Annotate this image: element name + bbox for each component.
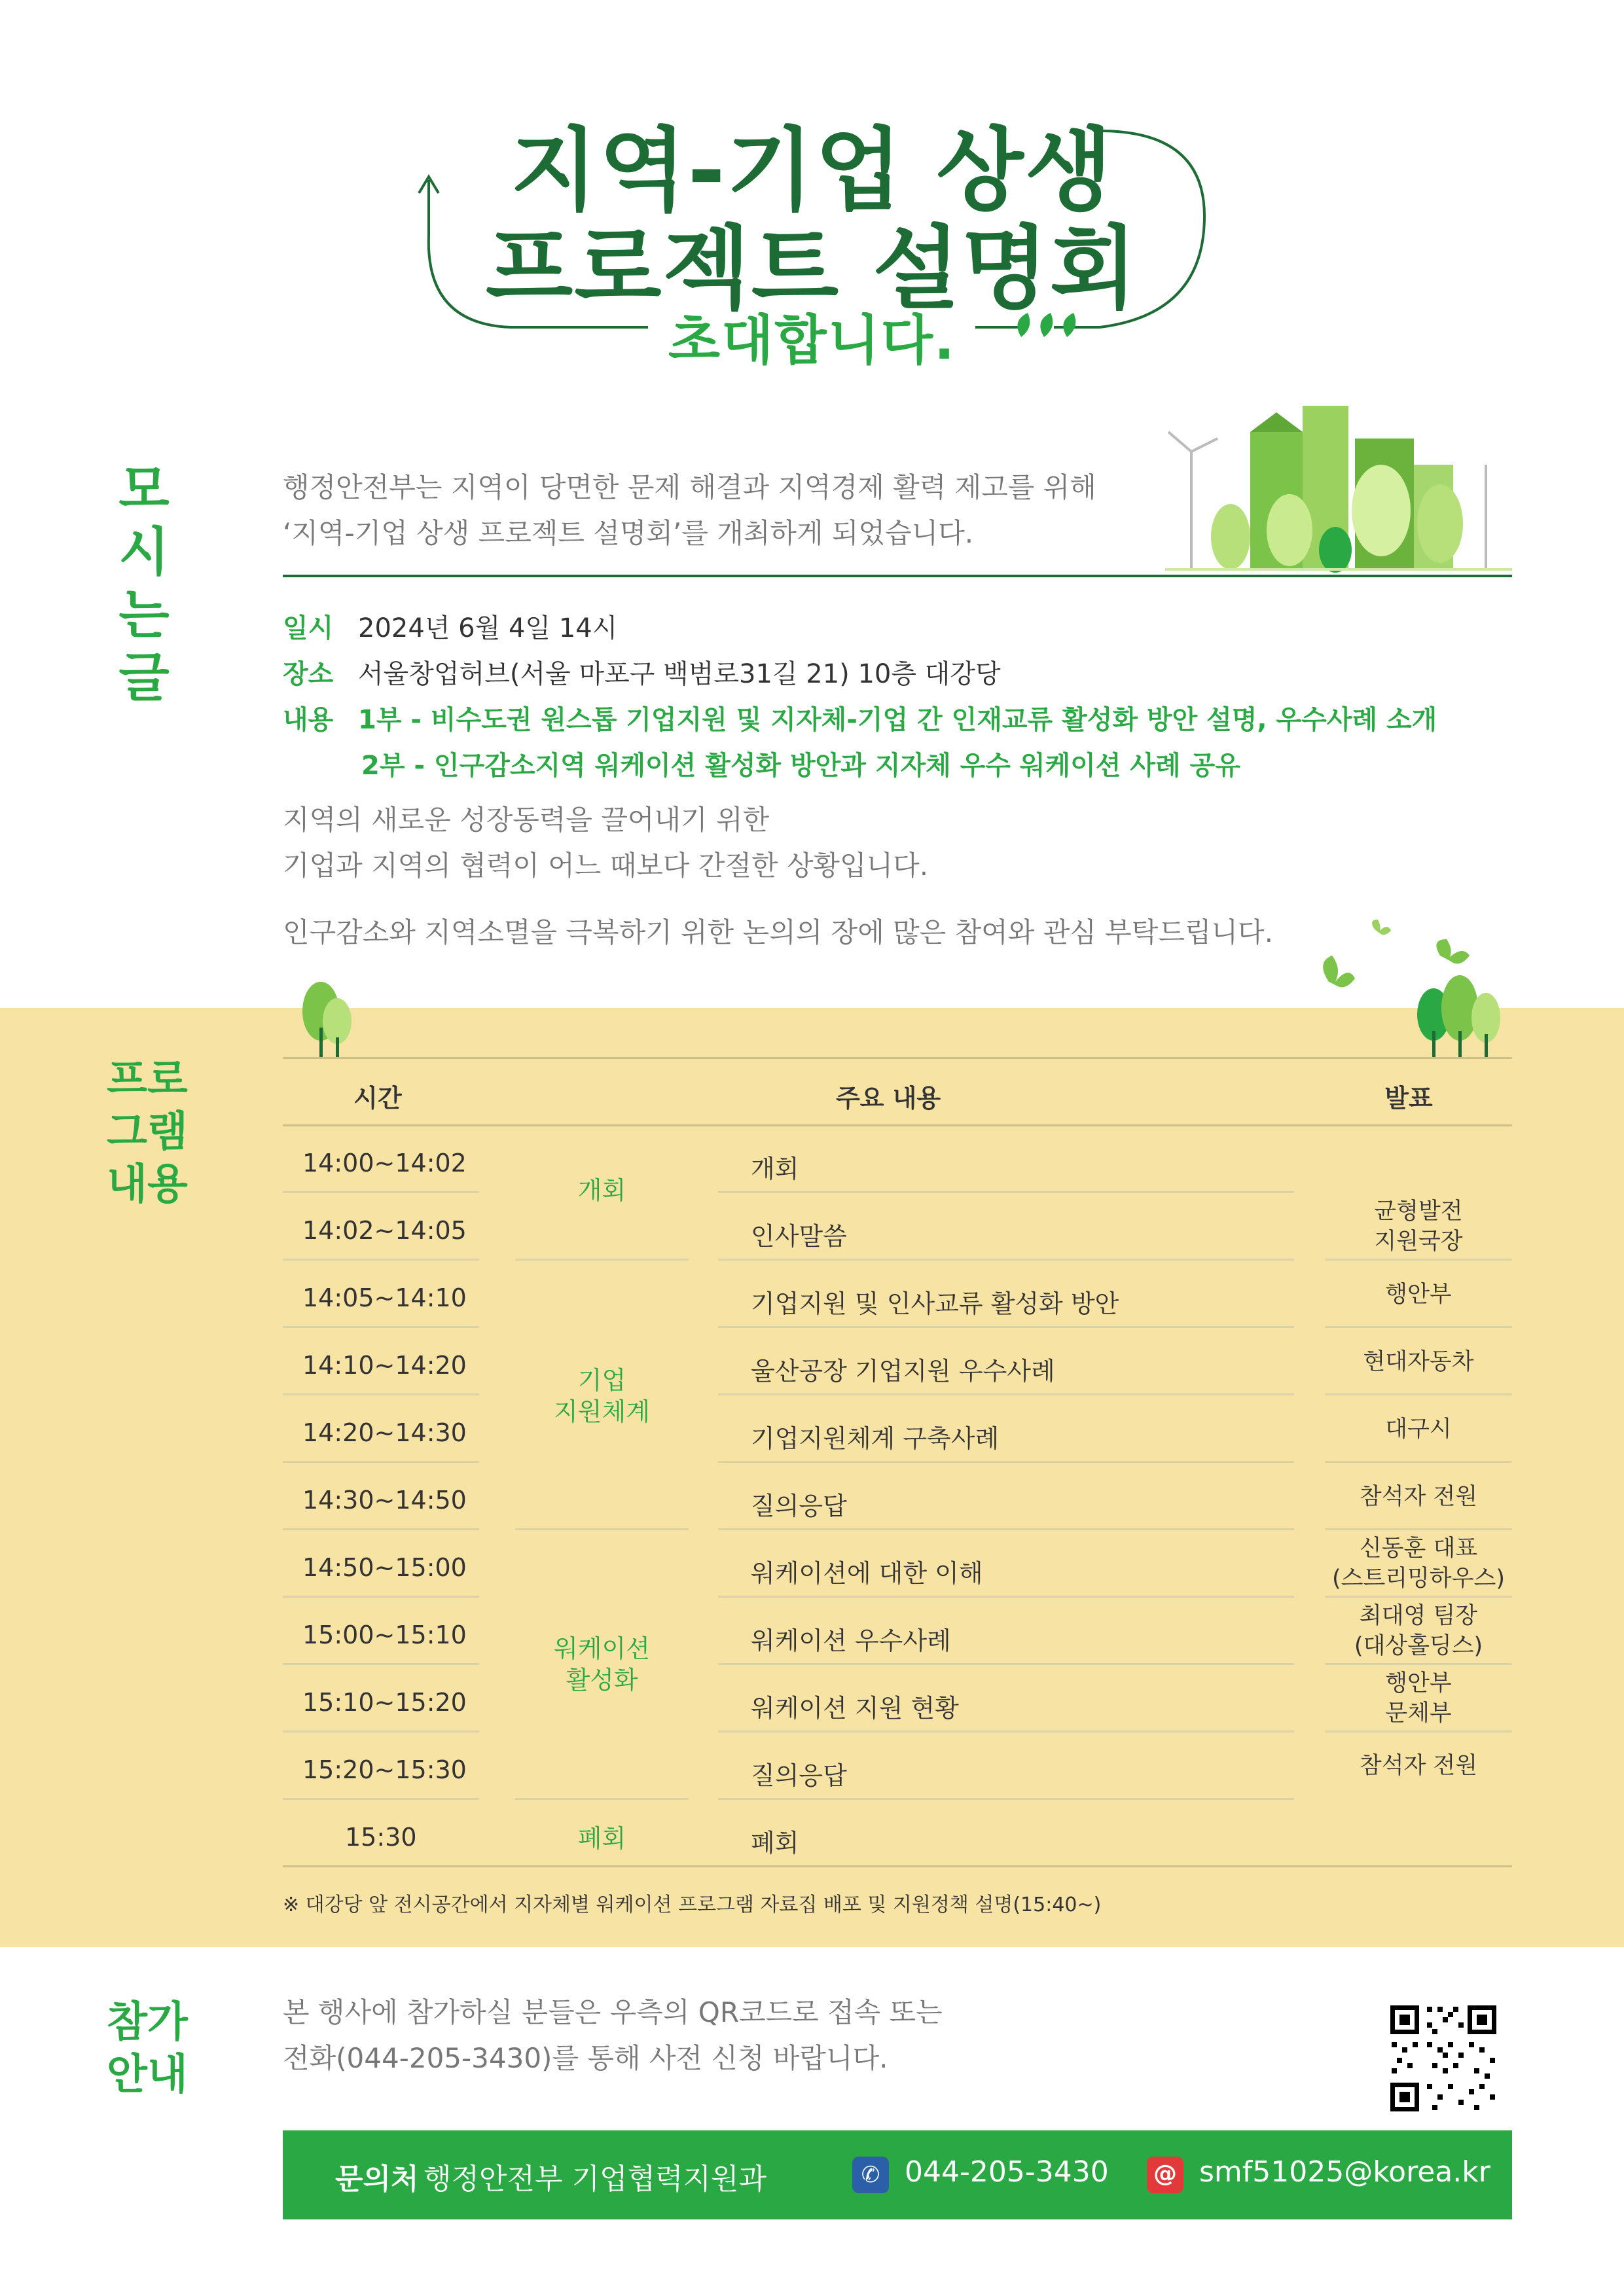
content-key: 내용	[283, 705, 334, 735]
join-line-1: 본 행사에 참가하실 분들은 우측의 QR코드로 접속 또는	[283, 1996, 943, 2028]
invite-intro	[283, 465, 1134, 556]
join-text	[283, 1990, 1396, 2081]
row-time: 14:05~14:10	[302, 1283, 467, 1312]
presenter-cell	[1325, 1668, 1512, 1729]
group-line: 기업	[577, 1366, 626, 1395]
body-line-2: 기업과 지역의 협력이 어느 때보다 간절한 상황입니다.	[283, 850, 929, 882]
row-content: 질의응답	[751, 1761, 847, 1790]
header-presenter: 발표	[1384, 1084, 1433, 1113]
info-date-row	[283, 607, 617, 645]
row-rule	[718, 1326, 1294, 1328]
body-line-1: 지역의 새로운 성장동력을 끌어내기 위한	[283, 804, 770, 836]
presenter-line: 균형발전	[1374, 1198, 1463, 1225]
row-content: 기업지원 및 인사교류 활성화 방안	[751, 1289, 1119, 1318]
event-invite-heading: 초대합니다.	[668, 310, 956, 372]
row-rule	[283, 1461, 479, 1463]
program-note: ※ 대강당 앞 전시공간에서 지자체별 워케이션 프로그램 자료집 배포 및 지원정책 설명(15:40~)	[283, 1893, 1102, 1916]
row-content: 개회	[751, 1155, 799, 1183]
content-part2: 2부 - 인구감소지역 워케이션 활성화 방안과 지자체 우수 워케이션 사례 공유	[361, 751, 1240, 781]
presenter-cell	[1325, 1196, 1512, 1257]
row-rule	[283, 1731, 479, 1732]
row-rule	[718, 1259, 1294, 1261]
row-time: 15:00~15:10	[302, 1621, 467, 1649]
program-label-line-3: 내용	[107, 1160, 188, 1209]
event-title-line2: 프로젝트 설명회	[485, 216, 1139, 321]
join-line-2: 전화(044-205-3430)를 통해 사전 신청 바랍니다.	[283, 2042, 888, 2074]
group-closing	[515, 1823, 689, 1854]
presenter-cell	[1325, 1414, 1512, 1444]
row-rule	[718, 1528, 1294, 1530]
presenter-cell	[1325, 1601, 1512, 1661]
row-rule	[1325, 1326, 1512, 1328]
intro-line-1: 행정안전부는 지역이 당면한 문제 해결과 지역경제 활력 제고를 위해	[283, 471, 1096, 503]
group-line: 폐회	[577, 1824, 626, 1853]
presenter-line: (대상홀딩스)	[1354, 1633, 1483, 1659]
invite-label-text: 모시는 글	[118, 459, 170, 708]
row-content: 인사말씀	[751, 1222, 847, 1251]
contact-phone[interactable]: 044-205-3430	[905, 2155, 1109, 2189]
row-time: 14:30~14:50	[302, 1486, 467, 1515]
row-rule	[515, 1798, 689, 1800]
row-rule	[1325, 1596, 1512, 1598]
row-rule	[283, 1596, 479, 1598]
presenter-line: 행안부	[1385, 1282, 1452, 1308]
date-key: 일시	[283, 613, 334, 643]
presenter-line: 행안부	[1385, 1670, 1452, 1696]
venue-value: 서울창업허브(서울 마포구 백범로31길 21) 10층 대강당	[358, 659, 1001, 689]
at-icon: @	[1147, 2157, 1183, 2193]
group-line: 지원체계	[554, 1397, 650, 1426]
event-title-line1: 지역-기업 상생	[510, 118, 1114, 223]
row-rule	[515, 1528, 689, 1530]
contact-org: 행정안전부 기업협력지원과	[424, 2162, 767, 2196]
row-rule	[515, 1259, 689, 1261]
row-content: 울산공장 기업지원 우수사례	[751, 1357, 1055, 1386]
presenter-line: 신동훈 대표	[1359, 1535, 1478, 1562]
content-part1: 1부 - 비수도권 원스톱 기업지원 및 지자체-기업 간 인재교류 활성화 방안 설명, 우수사례 소개	[358, 705, 1437, 735]
row-rule	[718, 1663, 1294, 1665]
row-rule	[283, 1393, 479, 1395]
row-time: 14:50~15:00	[302, 1553, 467, 1582]
presenter-line: 대구시	[1385, 1416, 1452, 1443]
qr-code[interactable]	[1388, 2003, 1499, 2114]
join-section-label	[98, 1996, 196, 2101]
row-time: 14:02~14:05	[302, 1216, 467, 1245]
tree-cluster-icon	[1407, 969, 1519, 1060]
presenter-cell	[1325, 1534, 1512, 1594]
row-rule	[283, 1798, 479, 1800]
presenter-line: 참석자 전원	[1359, 1484, 1478, 1510]
group-line: 활성화	[566, 1666, 638, 1695]
group-workation	[515, 1633, 689, 1696]
row-rule	[718, 1596, 1294, 1598]
row-rule	[718, 1798, 1294, 1800]
row-content: 질의응답	[751, 1492, 847, 1520]
join-label-line-2: 안내	[107, 2051, 188, 2099]
row-rule	[718, 1191, 1294, 1193]
row-content: 워케이션에 대한 이해	[751, 1559, 983, 1588]
green-city-illustration	[1165, 393, 1512, 576]
venue-key: 장소	[283, 659, 334, 689]
intro-line-2: ‘지역-기업 상생 프로젝트 설명회’를 개최하게 되었습니다.	[283, 517, 974, 549]
row-rule	[1325, 1663, 1512, 1665]
contact-bar	[283, 2130, 1512, 2219]
presenter-cell	[1325, 1280, 1512, 1310]
phone-icon: ✆	[852, 2157, 889, 2193]
presenter-line: 현대자동차	[1363, 1349, 1474, 1375]
row-content: 워케이션 지원 현황	[751, 1694, 959, 1723]
group-line: 워케이션	[554, 1634, 650, 1663]
header-content: 주요 내용	[835, 1084, 941, 1113]
row-time: 15:20~15:30	[302, 1755, 467, 1784]
row-rule	[283, 1663, 479, 1665]
program-section-label	[98, 1054, 196, 1211]
intro-divider	[283, 575, 1512, 577]
presenter-cell	[1325, 1482, 1512, 1512]
presenter-line: 최대영 팀장	[1359, 1603, 1478, 1629]
row-time: 14:20~14:30	[302, 1418, 467, 1447]
date-value: 2024년 6월 4일 14시	[358, 613, 618, 643]
row-time: 14:10~14:20	[302, 1351, 467, 1380]
row-rule	[1325, 1461, 1512, 1463]
row-rule	[283, 1528, 479, 1530]
row-content: 폐회	[751, 1829, 799, 1857]
presenter-line: 문체부	[1385, 1700, 1452, 1727]
invite-section-label	[105, 458, 183, 709]
row-rule	[718, 1461, 1294, 1463]
presenter-line: (스트리밍하우스)	[1332, 1566, 1505, 1592]
row-time: 15:30	[345, 1823, 417, 1852]
table-bottom-rule	[283, 1865, 1512, 1867]
tree-icon	[295, 975, 360, 1060]
header-time: 시간	[353, 1084, 402, 1113]
presenter-line: 지원국장	[1374, 1229, 1463, 1255]
row-rule	[283, 1326, 479, 1328]
row-rule	[1325, 1259, 1512, 1261]
contact-email[interactable]: smf51025@korea.kr	[1199, 2155, 1490, 2189]
table-top-rule	[283, 1057, 1512, 1059]
group-business-support	[515, 1365, 689, 1427]
info-venue-row	[283, 653, 1001, 691]
invite-body	[283, 797, 1461, 889]
row-rule	[283, 1191, 479, 1193]
group-line: 개회	[577, 1176, 626, 1205]
header-rule	[283, 1124, 1512, 1126]
row-content: 기업지원체계 구축사례	[751, 1424, 1000, 1453]
info-content-row	[283, 699, 1437, 736]
row-rule	[1325, 1528, 1512, 1530]
row-rule	[1325, 1393, 1512, 1395]
row-time: 14:00~14:02	[302, 1149, 467, 1177]
program-label-line-1: 프로	[107, 1056, 188, 1104]
row-content: 워케이션 우수사례	[751, 1626, 951, 1655]
program-table	[283, 1057, 1512, 1882]
program-label-line-2: 그램	[107, 1108, 188, 1157]
row-rule	[283, 1259, 479, 1261]
row-rule	[718, 1393, 1294, 1395]
row-rule	[718, 1731, 1294, 1732]
presenter-line: 참석자 전원	[1359, 1753, 1478, 1779]
presenter-cell	[1325, 1751, 1512, 1781]
presenter-cell	[1325, 1347, 1512, 1377]
row-rule	[1325, 1731, 1512, 1732]
join-label-line-1: 참가	[107, 1998, 188, 2047]
group-opening	[515, 1175, 689, 1206]
contact-key: 문의처	[335, 2162, 419, 2196]
row-time: 15:10~15:20	[302, 1688, 467, 1717]
invite-closing: 인구감소와 지역소멸을 극복하기 위한 논의의 장에 많은 참여와 관심 부탁드립니다.	[283, 916, 1273, 948]
